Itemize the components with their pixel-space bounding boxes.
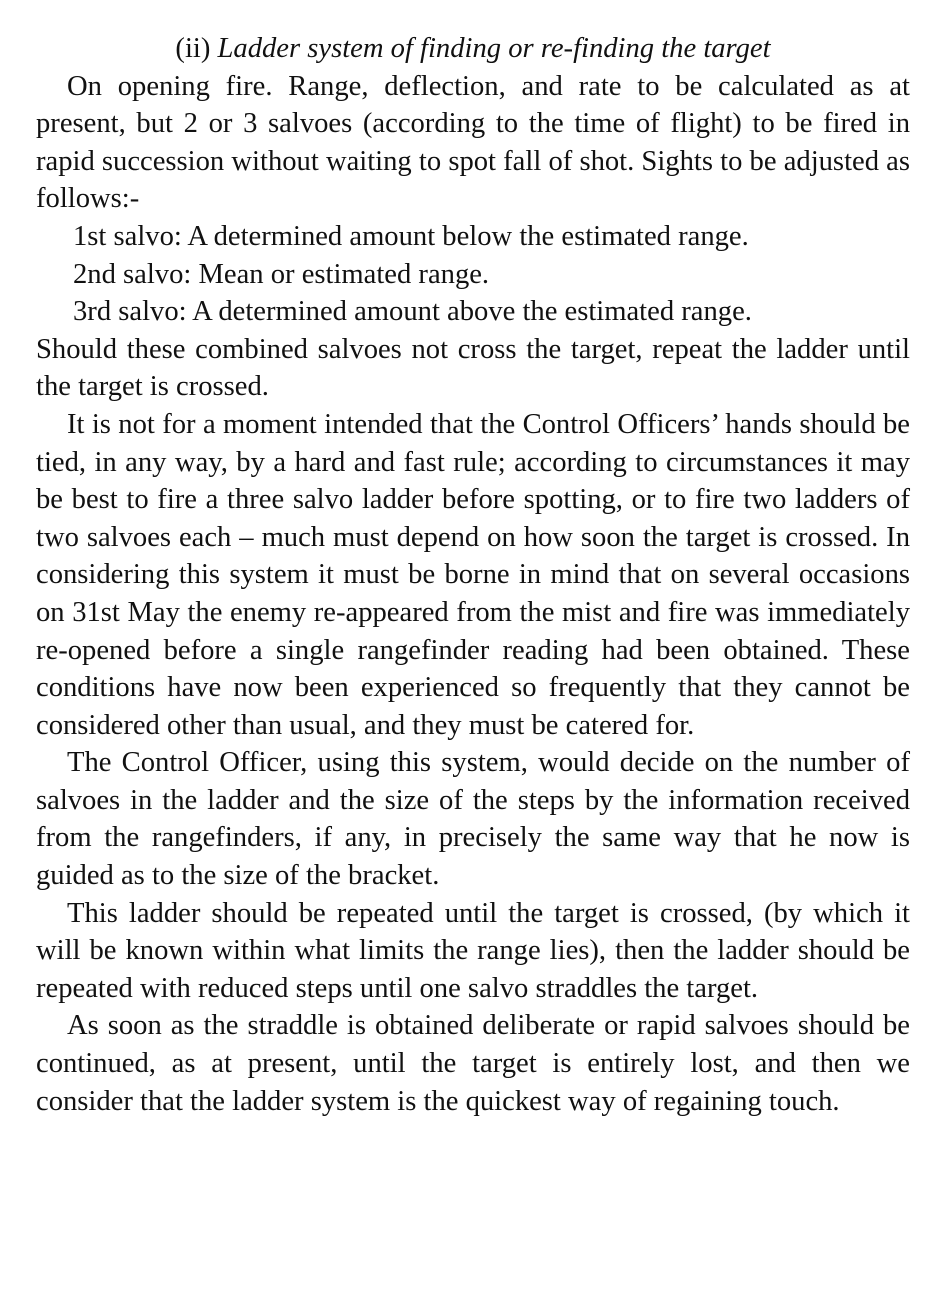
list-item-salvo-1: 1st salvo: A determined amount below the estimated range. — [73, 220, 749, 252]
paragraph-straddle: As soon as the straddle is obtained deliberate or rapid salvoes should be continued, as at present, until the target is entirely lost, and then we consider that the ladder system is the quickest way of regaining touch. — [36, 1010, 910, 1117]
section-number: (ii) — [175, 33, 211, 64]
paragraph-not-intended: It is not for a moment intended that the Control Officers’ hands should be tied, in any way, by a hard and fast rule; according to circumstances it may be best to fire a three salvo ladder before spotting, or to fire two ladders of two salvoes each – much must depend on how soon the target is crossed. In considering this system it must be borne in mind that on several occasions on 31st May the enemy re-appeared from the mist and fire was immediately re-opened before a single rangefinder reading had been obtained. These conditions have now been experienced so frequently that they cannot be considered other than usual, and they must be catered for. — [36, 408, 910, 741]
document-page — [36, 30, 910, 1120]
section-heading — [36, 30, 910, 68]
list-item-salvo-2: 2nd salvo: Mean or estimated range. — [73, 258, 490, 290]
list-item-salvo-3: 3rd salvo: A determined amount above the estimated range. — [73, 296, 752, 328]
paragraph-control-officer: The Control Officer, using this system, would decide on the number of salvoes in the ladder and the size of the steps by the information received from the rangefinders, if any, in precisely the same way that he now is guided as to the size of the bracket. — [36, 747, 910, 892]
section-title: Ladder system of finding or re-finding the target — [217, 33, 771, 64]
paragraph-opening-fire: On opening fire. Range, deflection, and rate to be calculated as at present, but 2 or 3 salvoes (according to the time of flight) to be fired in rapid succession without waiting to spot fall of shot. Sights to be adjusted as follows:- — [36, 70, 910, 215]
paragraph-ladder-repeated: This ladder should be repeated until the target is crossed, (by which it will be known within what limits the range lies), then the ladder should be repeated with reduced steps until one salvo straddles the target. — [36, 897, 910, 1004]
paragraph-repeat-ladder: Should these combined salvoes not cross the target, repeat the ladder until the target is crossed. — [36, 333, 910, 403]
